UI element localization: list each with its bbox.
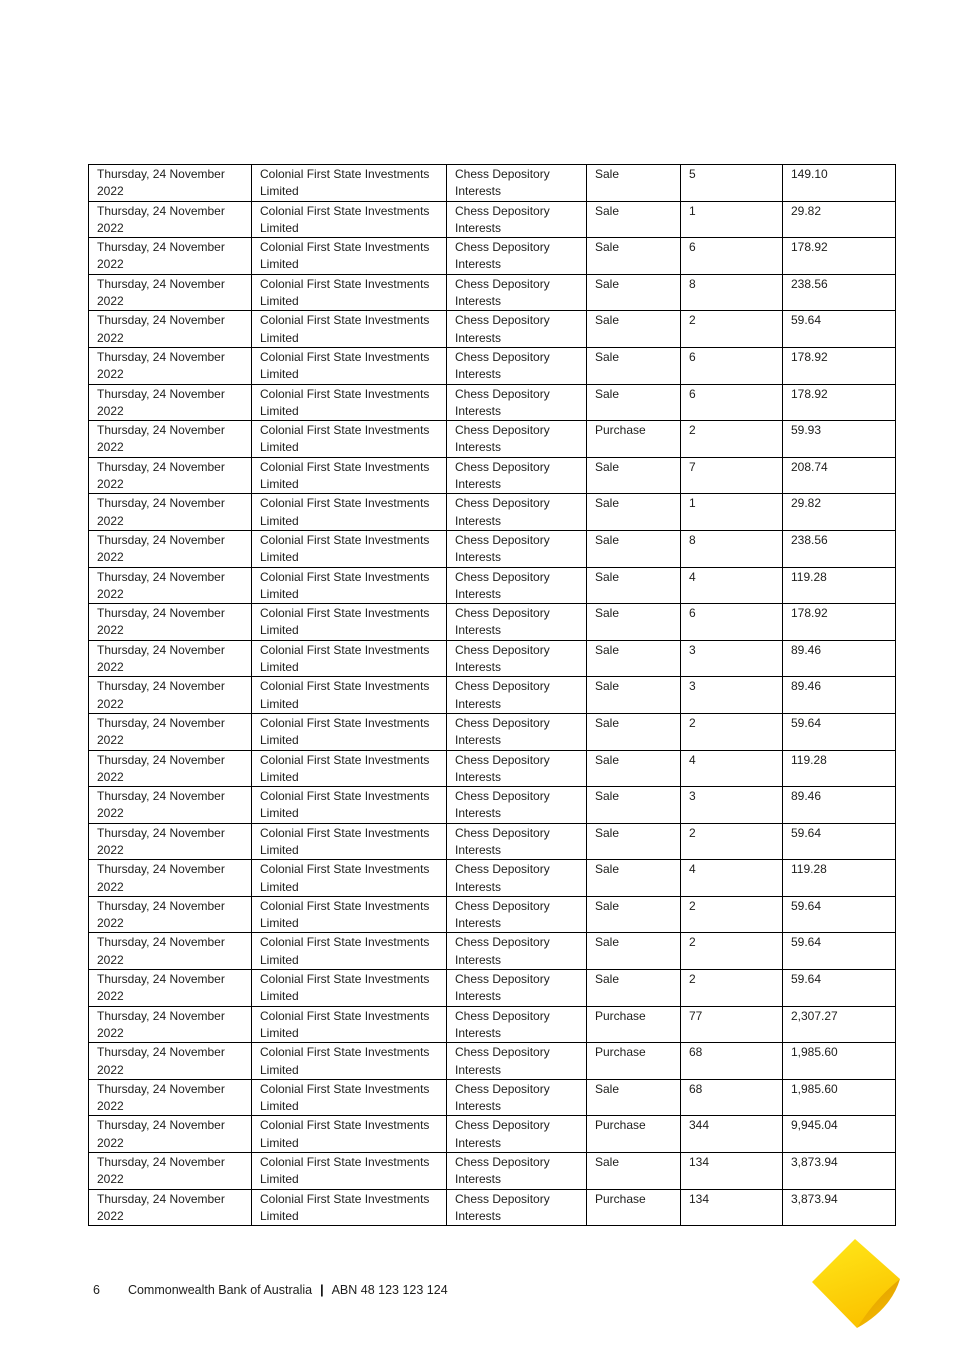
quantity-cell: 6 <box>681 238 783 275</box>
company-cell: Colonial First State Investments Limited <box>252 604 447 641</box>
security-type-cell: Chess Depository Interests <box>447 750 587 787</box>
transaction-type-cell: Purchase <box>587 1043 681 1080</box>
date-cell: Thursday, 24 November 2022 <box>89 201 252 238</box>
company-cell: Colonial First State Investments Limited <box>252 933 447 970</box>
amount-cell: 1,985.60 <box>783 1043 896 1080</box>
transaction-type-cell: Sale <box>587 970 681 1007</box>
transaction-type-cell: Sale <box>587 238 681 275</box>
amount-cell: 89.46 <box>783 787 896 824</box>
quantity-cell: 5 <box>681 165 783 202</box>
company-cell: Colonial First State Investments Limited <box>252 1043 447 1080</box>
transaction-type-cell: Sale <box>587 933 681 970</box>
date-cell: Thursday, 24 November 2022 <box>89 1116 252 1153</box>
date-cell: Thursday, 24 November 2022 <box>89 896 252 933</box>
transaction-type-cell: Sale <box>587 896 681 933</box>
date-cell: Thursday, 24 November 2022 <box>89 604 252 641</box>
company-cell: Colonial First State Investments Limited <box>252 457 447 494</box>
company-cell: Colonial First State Investments Limited <box>252 1153 447 1190</box>
security-type-cell: Chess Depository Interests <box>447 421 587 458</box>
amount-cell: 29.82 <box>783 201 896 238</box>
table-row <box>89 457 896 494</box>
quantity-cell: 6 <box>681 384 783 421</box>
amount-cell: 29.82 <box>783 494 896 531</box>
security-type-cell: Chess Depository Interests <box>447 1116 587 1153</box>
amount-cell: 119.28 <box>783 567 896 604</box>
transaction-type-cell: Sale <box>587 384 681 421</box>
security-type-cell: Chess Depository Interests <box>447 457 587 494</box>
transaction-type-cell: Sale <box>587 274 681 311</box>
security-type-cell: Chess Depository Interests <box>447 1153 587 1190</box>
date-cell: Thursday, 24 November 2022 <box>89 1006 252 1043</box>
company-cell: Colonial First State Investments Limited <box>252 567 447 604</box>
table-row <box>89 933 896 970</box>
quantity-cell: 3 <box>681 640 783 677</box>
security-type-cell: Chess Depository Interests <box>447 640 587 677</box>
security-type-cell: Chess Depository Interests <box>447 896 587 933</box>
transaction-type-cell: Sale <box>587 604 681 641</box>
company-cell: Colonial First State Investments Limited <box>252 1079 447 1116</box>
commbank-diamond-logo <box>809 1236 905 1332</box>
date-cell: Thursday, 24 November 2022 <box>89 933 252 970</box>
security-type-cell: Chess Depository Interests <box>447 1189 587 1226</box>
date-cell: Thursday, 24 November 2022 <box>89 1153 252 1190</box>
security-type-cell: Chess Depository Interests <box>447 530 587 567</box>
quantity-cell: 134 <box>681 1153 783 1190</box>
amount-cell: 178.92 <box>783 384 896 421</box>
transaction-type-cell: Sale <box>587 530 681 567</box>
security-type-cell: Chess Depository Interests <box>447 933 587 970</box>
security-type-cell: Chess Depository Interests <box>447 165 587 202</box>
transaction-type-cell: Sale <box>587 713 681 750</box>
transaction-type-cell: Purchase <box>587 1189 681 1226</box>
table-row <box>89 311 896 348</box>
company-cell: Colonial First State Investments Limited <box>252 201 447 238</box>
company-cell: Colonial First State Investments Limited <box>252 787 447 824</box>
quantity-cell: 2 <box>681 896 783 933</box>
table-row <box>89 274 896 311</box>
date-cell: Thursday, 24 November 2022 <box>89 1189 252 1226</box>
quantity-cell: 3 <box>681 787 783 824</box>
security-type-cell: Chess Depository Interests <box>447 1006 587 1043</box>
date-cell: Thursday, 24 November 2022 <box>89 787 252 824</box>
transaction-type-cell: Sale <box>587 165 681 202</box>
table-row <box>89 896 896 933</box>
table-row <box>89 677 896 714</box>
table-row <box>89 860 896 897</box>
security-type-cell: Chess Depository Interests <box>447 823 587 860</box>
quantity-cell: 3 <box>681 677 783 714</box>
amount-cell: 238.56 <box>783 530 896 567</box>
date-cell: Thursday, 24 November 2022 <box>89 384 252 421</box>
amount-cell: 89.46 <box>783 677 896 714</box>
transaction-type-cell: Sale <box>587 640 681 677</box>
amount-cell: 3,873.94 <box>783 1153 896 1190</box>
transactions-table <box>88 164 896 1226</box>
table-row <box>89 238 896 275</box>
company-cell: Colonial First State Investments Limited <box>252 1006 447 1043</box>
quantity-cell: 68 <box>681 1043 783 1080</box>
quantity-cell: 6 <box>681 347 783 384</box>
amount-cell: 9,945.04 <box>783 1116 896 1153</box>
quantity-cell: 8 <box>681 530 783 567</box>
amount-cell: 3,873.94 <box>783 1189 896 1226</box>
company-cell: Colonial First State Investments Limited <box>252 860 447 897</box>
date-cell: Thursday, 24 November 2022 <box>89 311 252 348</box>
amount-cell: 119.28 <box>783 750 896 787</box>
quantity-cell: 4 <box>681 567 783 604</box>
table-row <box>89 165 896 202</box>
amount-cell: 2,307.27 <box>783 1006 896 1043</box>
transaction-type-cell: Sale <box>587 823 681 860</box>
table-row <box>89 384 896 421</box>
company-cell: Colonial First State Investments Limited <box>252 896 447 933</box>
table-row <box>89 1116 896 1153</box>
security-type-cell: Chess Depository Interests <box>447 238 587 275</box>
footer-separator: | <box>320 1283 324 1297</box>
company-cell: Colonial First State Investments Limited <box>252 1116 447 1153</box>
date-cell: Thursday, 24 November 2022 <box>89 421 252 458</box>
table-row <box>89 567 896 604</box>
transaction-type-cell: Sale <box>587 494 681 531</box>
amount-cell: 178.92 <box>783 604 896 641</box>
amount-cell: 59.64 <box>783 933 896 970</box>
date-cell: Thursday, 24 November 2022 <box>89 494 252 531</box>
table-row <box>89 1189 896 1226</box>
date-cell: Thursday, 24 November 2022 <box>89 1043 252 1080</box>
company-cell: Colonial First State Investments Limited <box>252 677 447 714</box>
amount-cell: 59.64 <box>783 823 896 860</box>
amount-cell: 59.64 <box>783 896 896 933</box>
table-row <box>89 1043 896 1080</box>
quantity-cell: 1 <box>681 201 783 238</box>
table-row <box>89 201 896 238</box>
date-cell: Thursday, 24 November 2022 <box>89 677 252 714</box>
company-cell: Colonial First State Investments Limited <box>252 494 447 531</box>
table-row <box>89 530 896 567</box>
company-cell: Colonial First State Investments Limited <box>252 750 447 787</box>
company-cell: Colonial First State Investments Limited <box>252 421 447 458</box>
footer-abn: ABN 48 123 123 124 <box>331 1283 448 1297</box>
transaction-type-cell: Sale <box>587 567 681 604</box>
table-row <box>89 970 896 1007</box>
security-type-cell: Chess Depository Interests <box>447 713 587 750</box>
transaction-type-cell: Sale <box>587 457 681 494</box>
quantity-cell: 2 <box>681 970 783 1007</box>
transaction-type-cell: Purchase <box>587 1006 681 1043</box>
company-cell: Colonial First State Investments Limited <box>252 384 447 421</box>
commbank-diamond-icon <box>809 1236 905 1332</box>
company-cell: Colonial First State Investments Limited <box>252 713 447 750</box>
date-cell: Thursday, 24 November 2022 <box>89 1079 252 1116</box>
amount-cell: 59.93 <box>783 421 896 458</box>
amount-cell: 59.64 <box>783 311 896 348</box>
date-cell: Thursday, 24 November 2022 <box>89 530 252 567</box>
security-type-cell: Chess Depository Interests <box>447 567 587 604</box>
page-footer <box>93 1283 448 1297</box>
quantity-cell: 2 <box>681 933 783 970</box>
table-row <box>89 347 896 384</box>
quantity-cell: 6 <box>681 604 783 641</box>
company-cell: Colonial First State Investments Limited <box>252 640 447 677</box>
quantity-cell: 2 <box>681 421 783 458</box>
company-cell: Colonial First State Investments Limited <box>252 311 447 348</box>
security-type-cell: Chess Depository Interests <box>447 787 587 824</box>
transaction-type-cell: Sale <box>587 1079 681 1116</box>
table-row <box>89 713 896 750</box>
company-cell: Colonial First State Investments Limited <box>252 238 447 275</box>
amount-cell: 119.28 <box>783 860 896 897</box>
date-cell: Thursday, 24 November 2022 <box>89 970 252 1007</box>
quantity-cell: 7 <box>681 457 783 494</box>
quantity-cell: 2 <box>681 713 783 750</box>
date-cell: Thursday, 24 November 2022 <box>89 640 252 677</box>
table-row <box>89 787 896 824</box>
amount-cell: 208.74 <box>783 457 896 494</box>
security-type-cell: Chess Depository Interests <box>447 311 587 348</box>
table-row <box>89 604 896 641</box>
quantity-cell: 134 <box>681 1189 783 1226</box>
date-cell: Thursday, 24 November 2022 <box>89 860 252 897</box>
table-row <box>89 1079 896 1116</box>
amount-cell: 1,985.60 <box>783 1079 896 1116</box>
company-cell: Colonial First State Investments Limited <box>252 530 447 567</box>
quantity-cell: 2 <box>681 311 783 348</box>
company-cell: Colonial First State Investments Limited <box>252 274 447 311</box>
security-type-cell: Chess Depository Interests <box>447 860 587 897</box>
date-cell: Thursday, 24 November 2022 <box>89 713 252 750</box>
transaction-type-cell: Sale <box>587 750 681 787</box>
transaction-type-cell: Sale <box>587 201 681 238</box>
security-type-cell: Chess Depository Interests <box>447 494 587 531</box>
company-cell: Colonial First State Investments Limited <box>252 1189 447 1226</box>
quantity-cell: 1 <box>681 494 783 531</box>
transaction-type-cell: Sale <box>587 347 681 384</box>
amount-cell: 59.64 <box>783 970 896 1007</box>
quantity-cell: 2 <box>681 823 783 860</box>
table-row <box>89 823 896 860</box>
amount-cell: 89.46 <box>783 640 896 677</box>
security-type-cell: Chess Depository Interests <box>447 677 587 714</box>
company-cell: Colonial First State Investments Limited <box>252 165 447 202</box>
table-row <box>89 1006 896 1043</box>
transaction-type-cell: Sale <box>587 787 681 824</box>
page-number: 6 <box>93 1283 100 1297</box>
table-row <box>89 640 896 677</box>
quantity-cell: 344 <box>681 1116 783 1153</box>
date-cell: Thursday, 24 November 2022 <box>89 274 252 311</box>
company-cell: Colonial First State Investments Limited <box>252 347 447 384</box>
date-cell: Thursday, 24 November 2022 <box>89 457 252 494</box>
amount-cell: 59.64 <box>783 713 896 750</box>
date-cell: Thursday, 24 November 2022 <box>89 347 252 384</box>
amount-cell: 149.10 <box>783 165 896 202</box>
security-type-cell: Chess Depository Interests <box>447 1079 587 1116</box>
security-type-cell: Chess Depository Interests <box>447 384 587 421</box>
amount-cell: 178.92 <box>783 238 896 275</box>
table-row <box>89 421 896 458</box>
date-cell: Thursday, 24 November 2022 <box>89 238 252 275</box>
security-type-cell: Chess Depository Interests <box>447 604 587 641</box>
security-type-cell: Chess Depository Interests <box>447 274 587 311</box>
transaction-type-cell: Purchase <box>587 1116 681 1153</box>
amount-cell: 238.56 <box>783 274 896 311</box>
company-cell: Colonial First State Investments Limited <box>252 970 447 1007</box>
quantity-cell: 77 <box>681 1006 783 1043</box>
security-type-cell: Chess Depository Interests <box>447 201 587 238</box>
date-cell: Thursday, 24 November 2022 <box>89 165 252 202</box>
quantity-cell: 8 <box>681 274 783 311</box>
table-row <box>89 494 896 531</box>
quantity-cell: 4 <box>681 750 783 787</box>
quantity-cell: 4 <box>681 860 783 897</box>
transaction-type-cell: Sale <box>587 860 681 897</box>
security-type-cell: Chess Depository Interests <box>447 1043 587 1080</box>
footer-organization: Commonwealth Bank of Australia <box>127 1283 313 1297</box>
date-cell: Thursday, 24 November 2022 <box>89 567 252 604</box>
security-type-cell: Chess Depository Interests <box>447 347 587 384</box>
table-row <box>89 750 896 787</box>
amount-cell: 178.92 <box>783 347 896 384</box>
table-row <box>89 1153 896 1190</box>
transaction-type-cell: Sale <box>587 1153 681 1190</box>
date-cell: Thursday, 24 November 2022 <box>89 823 252 860</box>
transaction-type-cell: Purchase <box>587 421 681 458</box>
company-cell: Colonial First State Investments Limited <box>252 823 447 860</box>
quantity-cell: 68 <box>681 1079 783 1116</box>
security-type-cell: Chess Depository Interests <box>447 970 587 1007</box>
date-cell: Thursday, 24 November 2022 <box>89 750 252 787</box>
transaction-type-cell: Sale <box>587 677 681 714</box>
transaction-type-cell: Sale <box>587 311 681 348</box>
